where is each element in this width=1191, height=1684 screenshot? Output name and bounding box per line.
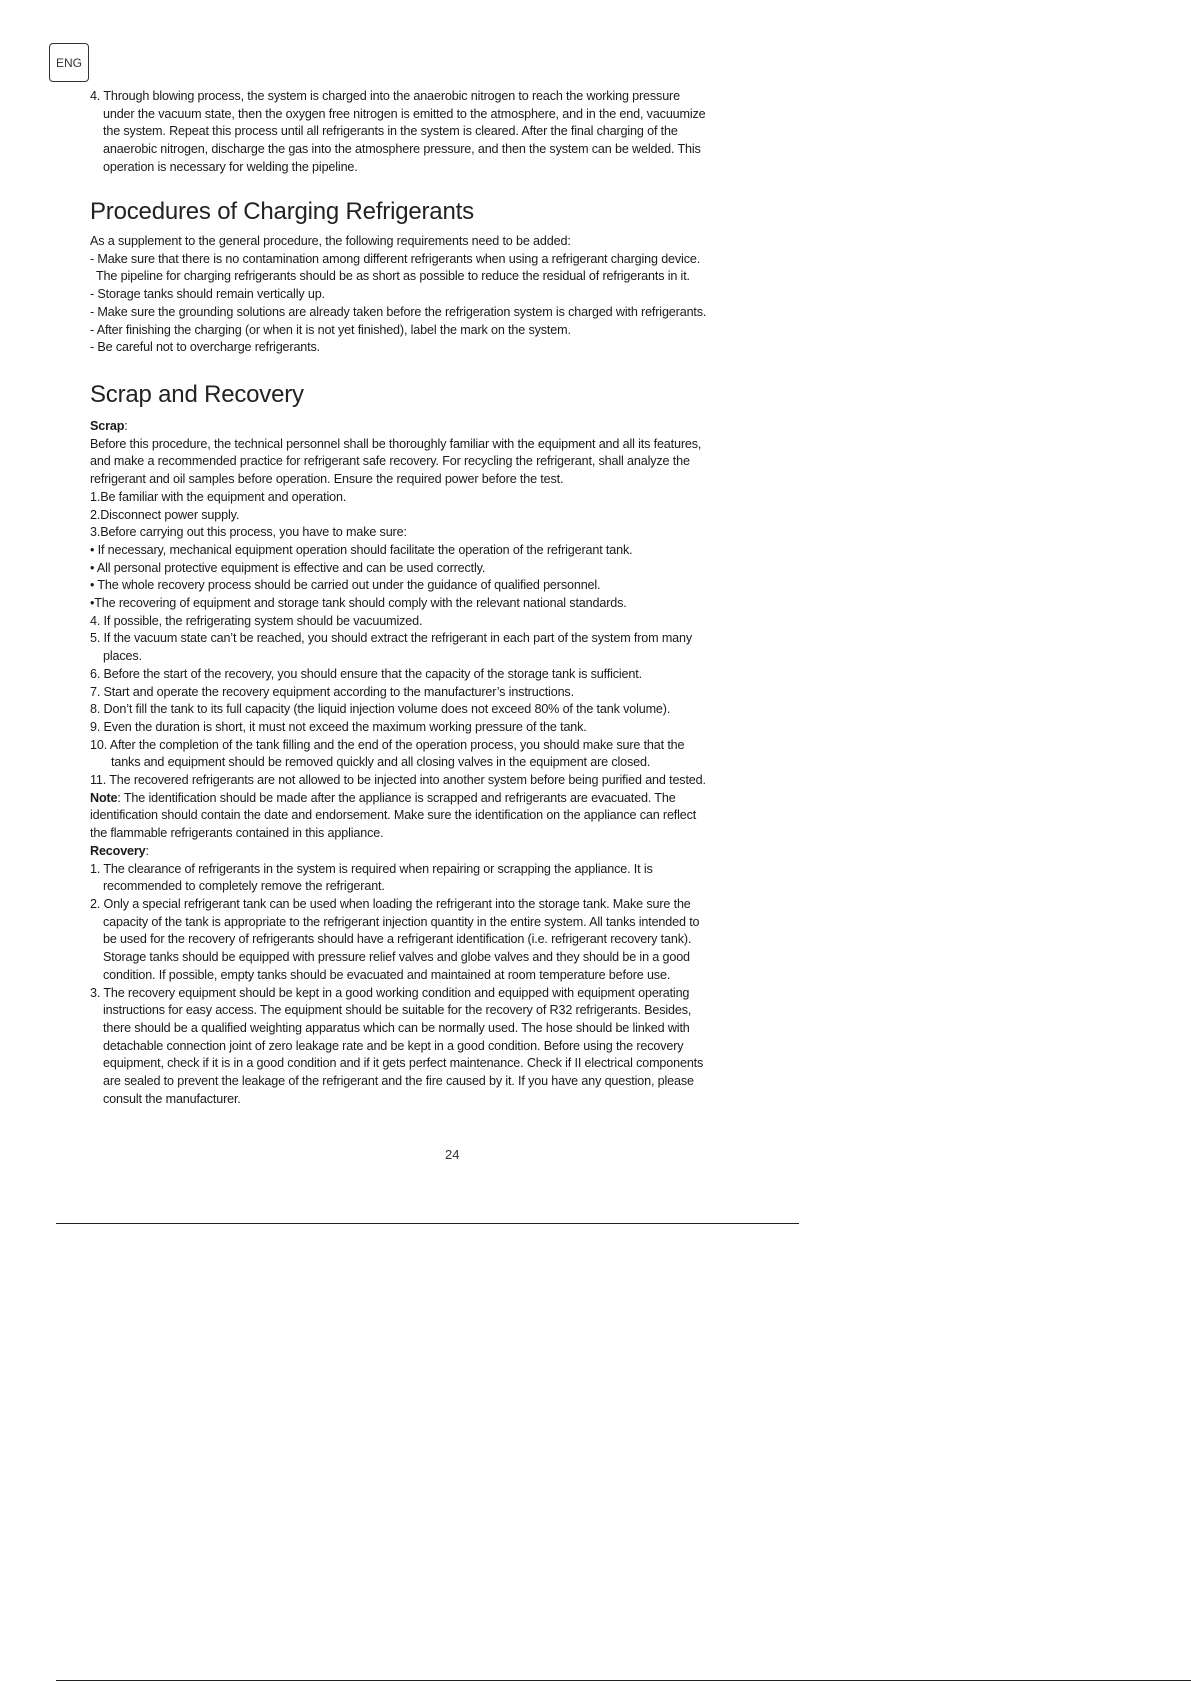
text-line xyxy=(90,807,810,825)
text-line xyxy=(90,790,810,808)
text-line xyxy=(90,542,810,560)
bold-label: Recovery xyxy=(90,843,146,858)
line-text: 1. The clearance of refrigerants in the system is required when repairing or scrapping the appliance. It is xyxy=(90,861,653,876)
text-line xyxy=(90,322,810,340)
bold-label: Note xyxy=(90,790,118,805)
line-text: detachable connection joint of zero leakage rate and be kept in a good condition. Before using the recovery xyxy=(103,1038,684,1053)
line-text: consult the manufacturer. xyxy=(103,1091,241,1106)
line-text: • All personal protective equipment is effective and can be used correctly. xyxy=(90,560,486,575)
text-line xyxy=(90,524,810,542)
text-line xyxy=(90,1055,810,1073)
page-number: 24 xyxy=(445,1147,460,1162)
text-line xyxy=(90,489,810,507)
language-badge xyxy=(49,43,89,82)
line-text: Before this procedure, the technical personnel shall be thoroughly familiar with the equipment and all its features, xyxy=(90,436,702,451)
line-text: 4. If possible, the refrigerating system should be vacuumized. xyxy=(90,613,423,628)
line-text: 2. Only a special refrigerant tank can be used when loading the refrigerant into the storage tank. Make sure the xyxy=(90,896,691,911)
intro-item-4 xyxy=(90,88,810,177)
text-line xyxy=(90,914,810,932)
line-text: anaerobic nitrogen, discharge the gas into the atmosphere pressure, and then the system can be welded. This xyxy=(103,142,701,157)
line-text: : The identification should be made after the appliance is scrapped and refrigerants are evacuated. The xyxy=(117,790,676,805)
line-text: refrigerant and oil samples before operation. Ensure the required power before the test. xyxy=(90,472,564,487)
text-line xyxy=(90,878,810,896)
text-line xyxy=(90,418,810,436)
line-text: recommended to completely remove the refrigerant. xyxy=(103,879,385,894)
text-line xyxy=(90,1002,810,1020)
text-line xyxy=(90,560,810,578)
text-line xyxy=(90,595,810,613)
line-text: : xyxy=(124,419,128,433)
text-line xyxy=(90,1091,810,1109)
line-text: there should be a qualified weighting apparatus which can be normally used. The hose should be linked with xyxy=(103,1020,690,1035)
text-line xyxy=(90,754,810,772)
text-line xyxy=(90,666,810,684)
line-text: 3. The recovery equipment should be kept in a good working condition and equipped with equipment operating xyxy=(90,985,690,1000)
text-line xyxy=(90,577,810,595)
text-line xyxy=(90,701,810,719)
line-text: places. xyxy=(103,649,142,664)
text-line xyxy=(90,268,810,286)
bottom-divider xyxy=(56,1680,1191,1681)
text-line xyxy=(90,719,810,737)
line-text: - Be careful not to overcharge refrigerants. xyxy=(90,340,321,355)
text-line xyxy=(90,471,810,489)
line-text: under the vacuum state, then the oxygen free nitrogen is emitted to the atmosphere, and in the end, vacuumize xyxy=(103,106,706,121)
line-text: tanks and equipment should be removed quickly and all closing valves in the equipment are closed. xyxy=(111,755,651,770)
line-text: •The recovering of equipment and storage tank should comply with the relevant national standards. xyxy=(90,596,627,611)
page-divider xyxy=(56,1223,799,1224)
text-line xyxy=(90,931,810,949)
line-text: • If necessary, mechanical equipment operation should facilitate the operation of the refrigerant tank. xyxy=(90,542,633,557)
line-text: Storage tanks should be equipped with pressure relief valves and globe valves and they should be in a good xyxy=(103,950,690,965)
line-text: - Make sure that there is no contamination among different refrigerants when using a refrigerant charging device. xyxy=(90,251,701,266)
line-text: the system. Repeat this process until all refrigerants in the system is cleared. After the final charging of the xyxy=(103,124,678,139)
text-line xyxy=(90,88,810,106)
text-line xyxy=(90,772,810,790)
line-text: 10. After the completion of the tank filling and the end of the operation process, you should make sure that the xyxy=(90,737,685,752)
line-text: the flammable refrigerants contained in this appliance. xyxy=(90,826,384,841)
line-text: are sealed to prevent the leakage of the refrigerant and the fire caused by it. If you have any question, please xyxy=(103,1074,694,1089)
line-text: 6. Before the start of the recovery, you should ensure that the capacity of the storage tank is sufficient. xyxy=(90,666,642,681)
text-line xyxy=(90,1073,810,1091)
text-line xyxy=(90,436,810,454)
language-label: ENG xyxy=(55,55,82,70)
bold-label: Scrap xyxy=(90,419,125,433)
line-text: operation is necessary for welding the pipeline. xyxy=(103,159,358,174)
text-line xyxy=(90,1038,810,1056)
line-text: : xyxy=(145,843,149,858)
text-line xyxy=(90,339,810,357)
line-text: condition. If possible, empty tanks should be evacuated and maintained at room temperature before use. xyxy=(103,967,671,982)
text-line xyxy=(90,967,810,985)
heading-scrap-and-recovery: Scrap and Recovery xyxy=(90,381,304,408)
text-line xyxy=(90,985,810,1003)
text-line xyxy=(90,141,810,159)
text-line xyxy=(90,684,810,702)
line-text: 4. Through blowing process, the system is charged into the anaerobic nitrogen to reach the working pressure xyxy=(90,89,680,103)
line-text: 8. Don’t fill the tank to its full capacity (the liquid injection volume does not exceed 80% of the tank volume). xyxy=(90,702,671,717)
line-text: As a supplement to the general procedure, the following requirements need to be added: xyxy=(90,234,571,248)
text-line xyxy=(90,123,810,141)
text-line xyxy=(90,233,810,251)
text-line xyxy=(90,507,810,525)
line-text: 11. The recovered refrigerants are not allowed to be injected into another system before being purified and tested. xyxy=(90,773,706,788)
scrap-recovery-body xyxy=(90,418,810,1108)
text-line xyxy=(90,630,810,648)
text-line xyxy=(90,737,810,755)
text-line xyxy=(90,286,810,304)
line-text: and make a recommended practice for refrigerant safe recovery. For recycling the refrigerant, shall analyze the xyxy=(90,454,690,469)
line-text: equipment, check if it is in a good condition and if it gets perfect maintenance. Check if II electrical components xyxy=(103,1056,704,1071)
text-line xyxy=(90,825,810,843)
line-text: 5. If the vacuum state can’t be reached, you should extract the refrigerant in each part of the system from many xyxy=(90,631,693,646)
heading-charging-refrigerants: Procedures of Charging Refrigerants xyxy=(90,198,474,225)
text-line xyxy=(90,613,810,631)
text-line xyxy=(90,949,810,967)
line-text: - Make sure the grounding solutions are already taken before the refrigeration system is charged with refrigerants. xyxy=(90,304,707,319)
line-text: 7. Start and operate the recovery equipment according to the manufacturer’s instructions. xyxy=(90,684,574,699)
text-line xyxy=(90,648,810,666)
text-line xyxy=(90,106,810,124)
line-text: instructions for easy access. The equipment should be suitable for the recovery of R32 refrigerants. Besides, xyxy=(103,1003,692,1018)
text-line xyxy=(90,896,810,914)
text-line xyxy=(90,159,810,177)
line-text: 2.Disconnect power supply. xyxy=(90,507,240,522)
line-text: 3.Before carrying out this process, you have to make sure: xyxy=(90,525,407,540)
line-text: 1.Be familiar with the equipment and operation. xyxy=(90,489,347,504)
text-line xyxy=(90,453,810,471)
text-line xyxy=(90,251,810,269)
text-line xyxy=(90,843,810,861)
line-text: The pipeline for charging refrigerants should be as short as possible to reduce the residual of refrigerants in it. xyxy=(96,269,690,284)
line-text: • The whole recovery process should be carried out under the guidance of qualified personnel. xyxy=(90,578,601,593)
text-line xyxy=(90,1020,810,1038)
line-text: capacity of the tank is appropriate to the refrigerant injection quantity in the entire system. All tanks intended to xyxy=(103,914,700,929)
charging-requirements xyxy=(90,233,810,357)
text-line xyxy=(90,861,810,879)
line-text: - Storage tanks should remain vertically up. xyxy=(90,287,325,302)
text-line xyxy=(90,304,810,322)
line-text: be used for the recovery of refrigerants should have a refrigerant identification (i.e. refrigerant recovery tank). xyxy=(103,932,692,947)
line-text: - After finishing the charging (or when it is not yet finished), label the mark on the system. xyxy=(90,322,571,337)
line-text: 9. Even the duration is short, it must not exceed the maximum working pressure of the tank. xyxy=(90,719,587,734)
line-text: identification should contain the date and endorsement. Make sure the identification on the appliance can reflect xyxy=(90,808,697,823)
